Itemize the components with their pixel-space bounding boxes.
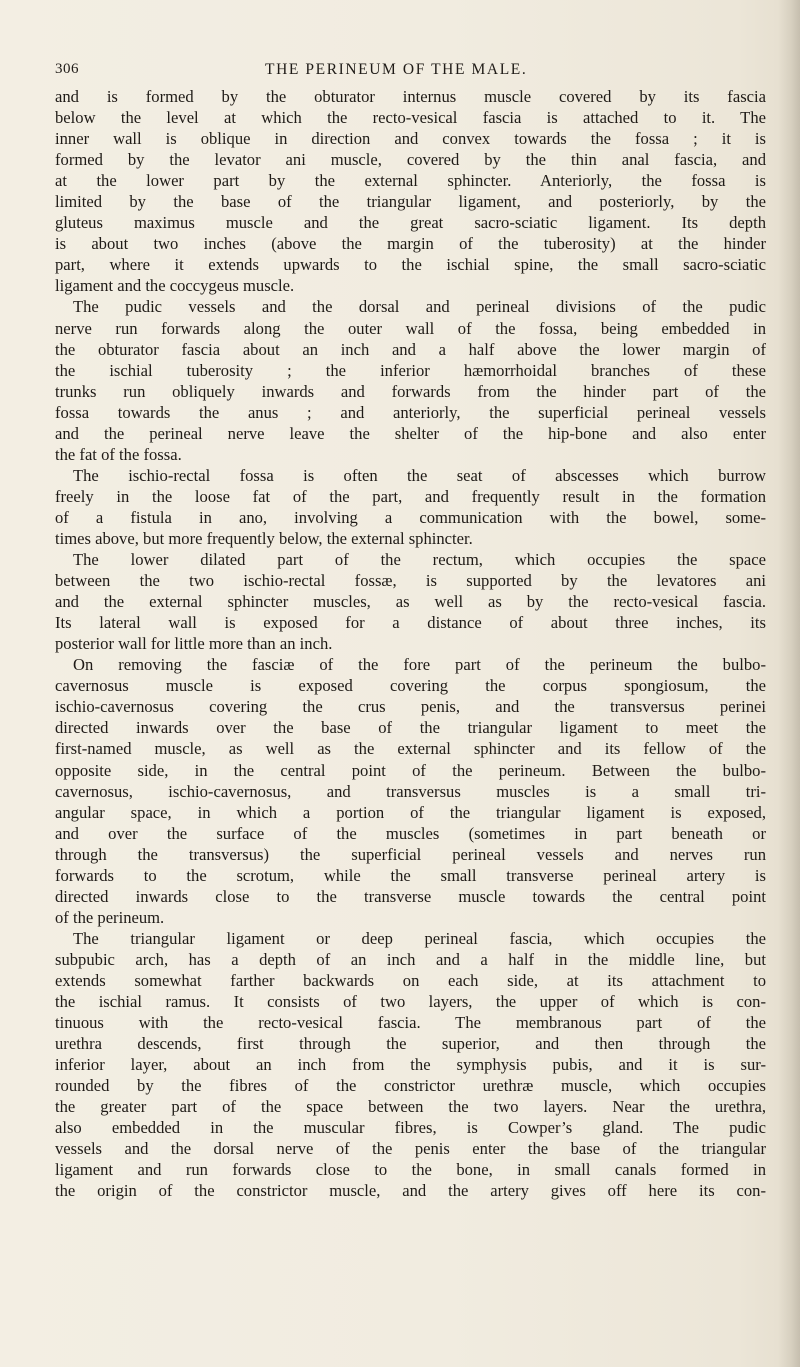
- text-line: the fat of the fossa.: [55, 444, 182, 464]
- text-line: nerve run forwards along the outer wall of the fossa, being embedded in: [55, 318, 766, 338]
- text-line: and is formed by the obturator internus muscle covered by its fascia: [55, 87, 766, 106]
- text-line: extends somewhat farther backwards on each side, at its attachment to: [55, 970, 766, 990]
- text-line: below the level at which the recto-vesical fascia is attached to it. The: [55, 108, 766, 128]
- text-line: and over the surface of the muscles (sometimes in part beneath or: [55, 823, 766, 843]
- text-line: first-named muscle, as well as the external sphincter and its fellow of the: [55, 739, 766, 759]
- text-line: ischio-cavernosus covering the crus penis, and the transversus perinei: [55, 697, 766, 717]
- text-line: and the perineal nerve leave the shelter of the hip-bone and also enter: [55, 423, 766, 443]
- text-line: formed by the levator ani muscle, covered by the thin anal fascia, and: [55, 150, 766, 170]
- text-line: forwards to the scrotum, while the small transverse perineal artery is: [55, 865, 766, 885]
- text-line: part, where it extends upwards to the ischial spine, the small sacro-sciatic: [55, 255, 766, 275]
- text-line: ligament and run forwards close to the bone, in small canals formed in: [55, 1160, 766, 1180]
- text-line: the ischial tuberosity ; the inferior hæmorrhoidal branches of these: [55, 360, 766, 380]
- text-line: and the external sphincter muscles, as well as by the recto-vesical fascia.: [55, 592, 766, 612]
- text-line: inferior layer, about an inch from the symphysis pubis, and it is sur-: [55, 1055, 766, 1075]
- text-line: also embedded in the muscular fibres, is Cowper’s gland. The pudic: [55, 1118, 766, 1138]
- running-title: THE PERINEUM OF THE MALE.: [265, 61, 528, 78]
- text-line: of a fistula in ano, involving a communication with the bowel, some-: [55, 507, 766, 527]
- text-line: between the two ischio-rectal fossæ, is supported by the levatores ani: [55, 571, 766, 591]
- text-line: the ischial ramus. It consists of two layers, the upper of which is con-: [55, 992, 766, 1012]
- text-line: the greater part of the space between the two layers. Near the urethra,: [55, 1097, 766, 1117]
- text-line: On removing the fasciæ of the fore part of the perineum the bulbo-: [73, 655, 766, 675]
- text-line: angular space, in which a portion of the triangular ligament is exposed,: [55, 802, 766, 822]
- text-line: directed inwards close to the transverse muscle towards the central point: [55, 886, 766, 906]
- text-line: is about two inches (above the margin of the tuberosity) at the hinder: [55, 234, 766, 254]
- text-line: cavernosus muscle is exposed covering the corpus spongiosum, the: [55, 676, 766, 696]
- text-line: gluteus maximus muscle and the great sacro-sciatic ligament. Its depth: [55, 213, 766, 233]
- text-line: freely in the loose fat of the part, and frequently result in the formation: [55, 486, 766, 506]
- text-line: The pudic vessels and the dorsal and perineal divisions of the pudic: [73, 297, 766, 317]
- text-line: ligament and the coccygeus muscle.: [55, 276, 295, 296]
- text-line: Its lateral wall is exposed for a distance of about three inches, its: [55, 613, 766, 633]
- text-line: limited by the base of the triangular ligament, and posteriorly, by the: [55, 192, 766, 212]
- text-line: vessels and the dorsal nerve of the penis enter the base of the triangular: [55, 1139, 766, 1159]
- text-line: times above, but more frequently below, the external sphincter.: [55, 528, 473, 548]
- text-line: of the perineum.: [55, 907, 165, 927]
- text-line: inner wall is oblique in direction and convex towards the fossa ; it is: [55, 129, 766, 149]
- page-number: 306: [55, 61, 79, 77]
- body-text: [55, 86, 766, 1201]
- text-line: opposite side, in the central point of the perineum. Between the bulbo-: [55, 760, 766, 780]
- text-line: through the transversus) the superficial perineal vessels and nerves run: [55, 844, 766, 864]
- text-line: at the lower part by the external sphincter. Anteriorly, the fossa is: [55, 171, 766, 191]
- text-line: posterior wall for little more than an inch.: [55, 634, 333, 654]
- page-edge-shadow: [778, 0, 800, 1367]
- text-line: subpubic arch, has a depth of an inch and a half in the middle line, but: [55, 949, 766, 969]
- text-line: fossa towards the anus ; and anteriorly, the superficial perineal vessels: [55, 402, 766, 422]
- text-line: trunks run obliquely inwards and forwards from the hinder part of the: [55, 381, 766, 401]
- text-line: directed inwards over the base of the triangular ligament to meet the: [55, 718, 766, 738]
- text-line: cavernosus, ischio-cavernosus, and transversus muscles is a small tri-: [55, 781, 766, 801]
- text-line: The lower dilated part of the rectum, which occupies the space: [73, 550, 766, 570]
- text-line: the origin of the constrictor muscle, and the artery gives off here its con-: [55, 1181, 766, 1201]
- text-line: the obturator fascia about an inch and a half above the lower margin of: [55, 339, 766, 359]
- text-line: rounded by the fibres of the constrictor urethræ muscle, which occupies: [55, 1076, 766, 1096]
- text-line: The ischio-rectal fossa is often the seat of abscesses which burrow: [73, 465, 766, 485]
- text-line: The triangular ligament or deep perineal fascia, which occupies the: [73, 928, 766, 948]
- text-line: tinuous with the recto-vesical fascia. The membranous part of the: [55, 1013, 766, 1033]
- text-line: urethra descends, first through the superior, and then through the: [55, 1034, 766, 1054]
- running-head: [55, 61, 765, 85]
